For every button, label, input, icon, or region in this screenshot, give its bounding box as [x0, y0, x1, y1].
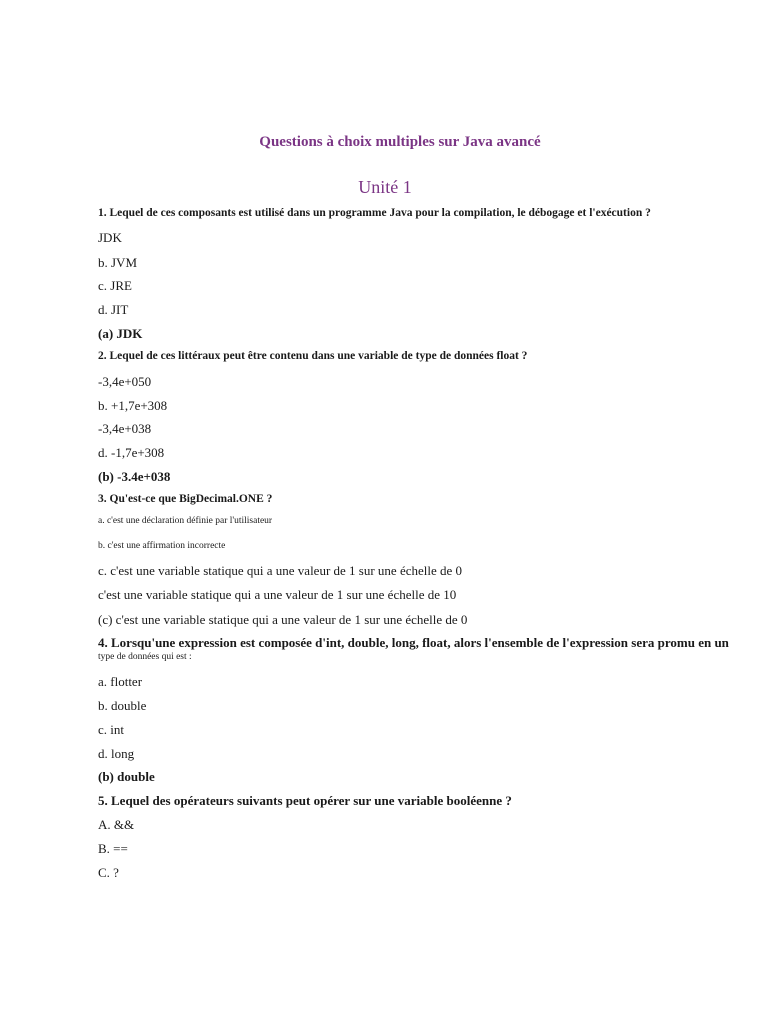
unit-heading: Unité 1 [358, 177, 412, 197]
question-2-option-1: -3,4e+050 [98, 374, 152, 389]
question-4-option-4: d. long [98, 746, 135, 761]
question-2-option-2: b. +1,7e+308 [98, 398, 168, 413]
question-5-option-2: B. == [98, 841, 128, 856]
question-2-option-4: d. -1,7e+308 [98, 445, 165, 460]
question-5-option-1: A. && [98, 817, 135, 832]
question-4-answer: (b) double [98, 769, 155, 784]
question-4-option-1: a. flotter [98, 674, 143, 689]
question-2-answer: (b) -3.4e+038 [98, 469, 171, 484]
question-3-option-1: a. c'est une déclaration définie par l'utilisateur [98, 516, 273, 526]
question-4-option-3: c. int [98, 722, 124, 737]
question-5-option-3: C. ? [98, 865, 119, 880]
question-3-option-2: b. c'est une affirmation incorrecte [98, 541, 226, 551]
question-1-option-1: JDK [98, 230, 122, 245]
question-3-option-4: c'est une variable statique qui a une valeur de 1 sur une échelle de 10 [98, 587, 457, 602]
document-title: Questions à choix multiples sur Java avancé [259, 134, 541, 150]
question-4-text: 4. Lorsqu'une expression est composée d'int, double, long, float, alors l'ensemble de l'expression sera promu en un [98, 635, 729, 650]
question-3-answer: (c) c'est une variable statique qui a une valeur de 1 sur une échelle de 0 [98, 612, 468, 627]
question-1-answer: (a) JDK [98, 326, 143, 341]
question-2-option-3: -3,4e+038 [98, 421, 152, 436]
question-3-text: 3. Qu'est-ce que BigDecimal.ONE ? [98, 493, 273, 505]
question-1-text: 1. Lequel de ces composants est utilisé dans un programme Java pour la compilation, le débogage et l'exécution ? [98, 207, 651, 219]
question-2-text: 2. Lequel de ces littéraux peut être contenu dans une variable de type de données float ? [98, 350, 528, 362]
question-4-option-2: b. double [98, 698, 147, 713]
question-5-text: 5. Lequel des opérateurs suivants peut opérer sur une variable booléenne ? [98, 793, 512, 808]
question-3-option-3: c. c'est une variable statique qui a une valeur de 1 sur une échelle de 0 [98, 563, 463, 578]
question-1-option-3: c. JRE [98, 278, 132, 293]
question-1-option-2: b. JVM [98, 255, 138, 270]
question-4-text-continuation: type de données qui est : [98, 652, 192, 662]
question-1-option-4: d. JIT [98, 302, 129, 317]
